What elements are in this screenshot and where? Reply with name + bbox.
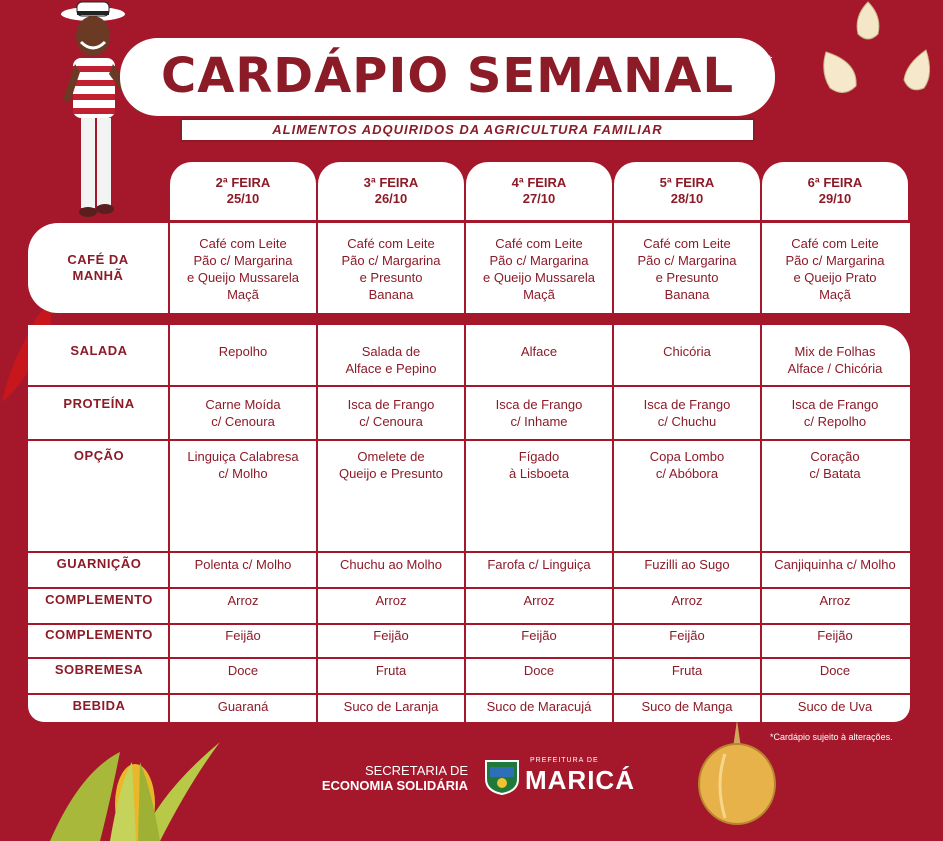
menu-cell: Carne Moída c/ Cenoura xyxy=(205,397,281,429)
day-date: 27/10 xyxy=(522,191,556,206)
menu-cell: Copa Lombo c/ Abóbora xyxy=(649,449,725,481)
title-asterisk: * xyxy=(767,52,773,68)
menu-cell: Café com Leite Pão c/ Margarina e Presunto Banana xyxy=(341,236,441,302)
menu-cell: Doce xyxy=(523,663,555,678)
row-divider xyxy=(28,623,910,625)
menu-cell: Polenta c/ Molho xyxy=(194,557,292,572)
mascot-illustration xyxy=(55,0,150,225)
row-label: BEBIDA xyxy=(72,698,126,713)
menu-cell: Suco de Laranja xyxy=(343,699,439,714)
row-divider xyxy=(28,385,910,387)
menu-cell: Omelete de Queijo e Presunto xyxy=(338,449,444,481)
day-header xyxy=(466,162,612,220)
menu-cell: Arroz xyxy=(227,593,259,608)
day-name: 5ª FEIRA xyxy=(659,175,715,190)
city-seal-icon xyxy=(482,757,522,795)
corn-icon xyxy=(40,732,230,841)
prefeitura-label: PREFEITURA DE xyxy=(530,757,599,764)
menu-cell: Isca de Frango c/ Inhame xyxy=(495,397,583,429)
secretaria-line1: SECRETARIA DE xyxy=(364,763,468,778)
day-date: 25/10 xyxy=(226,191,260,206)
menu-cell: Farofa c/ Linguiça xyxy=(487,557,591,572)
day-name: 2ª FEIRA xyxy=(215,175,271,190)
menu-cell: Repolho xyxy=(218,344,268,359)
garlic-icon xyxy=(848,0,888,44)
menu-cell: Feijão xyxy=(669,628,705,643)
menu-cell: Feijão xyxy=(373,628,409,643)
menu-cell: Arroz xyxy=(375,593,407,608)
menu-cell: Café com Leite Pão c/ Margarina e Queijo Prato Maçã xyxy=(785,236,885,302)
menu-cell: Arroz xyxy=(523,593,555,608)
page-subtitle: ALIMENTOS ADQUIRIDOS DA AGRICULTURA FAMILIAR xyxy=(272,122,663,137)
menu-cell: Chicória xyxy=(663,344,711,359)
prefeitura-name: MARICÁ xyxy=(525,765,635,795)
day-date: 28/10 xyxy=(670,191,704,206)
menu-cell: Doce xyxy=(227,663,259,678)
menu-cell: Salada de Alface e Pepino xyxy=(345,344,437,376)
secretaria-logo-text xyxy=(300,763,468,793)
menu-cell: Canjiquinha c/ Molho xyxy=(774,557,896,572)
day-header xyxy=(318,162,464,220)
secretaria-line2: ECONOMIA SOLIDÁRIA xyxy=(321,778,468,793)
row-divider xyxy=(28,551,910,553)
menu-cell: Suco de Maracujá xyxy=(486,699,592,714)
row-label: SOBREMESA xyxy=(54,662,144,677)
menu-cell: Suco de Manga xyxy=(641,699,733,714)
menu-cell: Guaraná xyxy=(217,699,269,714)
row-label: COMPLEMENTO xyxy=(45,627,153,642)
menu-cell: Feijão xyxy=(521,628,557,643)
disclaimer-note: *Cardápio sujeito à alterações. xyxy=(770,732,893,742)
garlic-icon xyxy=(896,48,936,94)
menu-cell: Café com Leite Pão c/ Margarina e Queijo Mussarela Maçã xyxy=(483,236,595,302)
menu-cell: Café com Leite Pão c/ Margarina e Queijo Mussarela Maçã xyxy=(187,236,299,302)
menu-cell: Chuchu ao Molho xyxy=(340,557,442,572)
menu-cell: Linguiça Calabresa c/ Molho xyxy=(187,449,299,481)
row-divider xyxy=(28,693,910,695)
row-label: OPÇÃO xyxy=(73,448,125,463)
row-divider xyxy=(28,657,910,659)
day-header xyxy=(614,162,760,220)
menu-cell: Coração c/ Batata xyxy=(809,449,861,481)
day-header xyxy=(170,162,316,220)
onion-icon xyxy=(695,718,780,828)
row-divider xyxy=(28,587,910,589)
menu-cell: Feijão xyxy=(225,628,261,643)
row-label: SALADA xyxy=(70,343,128,358)
page-title: CARDÁPIO SEMANAL xyxy=(160,48,735,104)
row-label: GUARNIÇÃO xyxy=(56,556,142,571)
garlic-icon xyxy=(818,48,863,98)
menu-cell: Suco de Uva xyxy=(797,699,873,714)
menu-cell: Alface xyxy=(520,344,558,359)
menu-cell: Doce xyxy=(819,663,851,678)
day-name: 6ª FEIRA xyxy=(807,175,863,190)
day-date: 29/10 xyxy=(818,191,852,206)
menu-cell: Arroz xyxy=(819,593,851,608)
menu-cell: Fruta xyxy=(375,663,407,678)
menu-cell: Feijão xyxy=(817,628,853,643)
day-name: 4ª FEIRA xyxy=(511,175,567,190)
day-date: 26/10 xyxy=(374,191,408,206)
menu-cell: Isca de Frango c/ Cenoura xyxy=(347,397,435,429)
row-label: CAFÉ DA MANHÃ xyxy=(67,252,129,283)
day-header xyxy=(762,162,908,220)
menu-cell: Fuzilli ao Sugo xyxy=(644,557,730,572)
menu-cell: Arroz xyxy=(671,593,703,608)
menu-cell: Fruta xyxy=(671,663,703,678)
row-label: COMPLEMENTO xyxy=(45,592,153,607)
row-label: PROTEÍNA xyxy=(63,396,135,411)
menu-cell: Café com Leite Pão c/ Margarina e Presunto Banana xyxy=(637,236,737,302)
menu-cell: Fígado à Lisboeta xyxy=(509,449,569,481)
day-name: 3ª FEIRA xyxy=(363,175,419,190)
menu-cell: Mix de Folhas Alface / Chicória xyxy=(787,344,883,376)
menu-cell: Isca de Frango c/ Repolho xyxy=(791,397,879,429)
row-divider xyxy=(28,439,910,441)
menu-cell: Isca de Frango c/ Chuchu xyxy=(643,397,731,429)
